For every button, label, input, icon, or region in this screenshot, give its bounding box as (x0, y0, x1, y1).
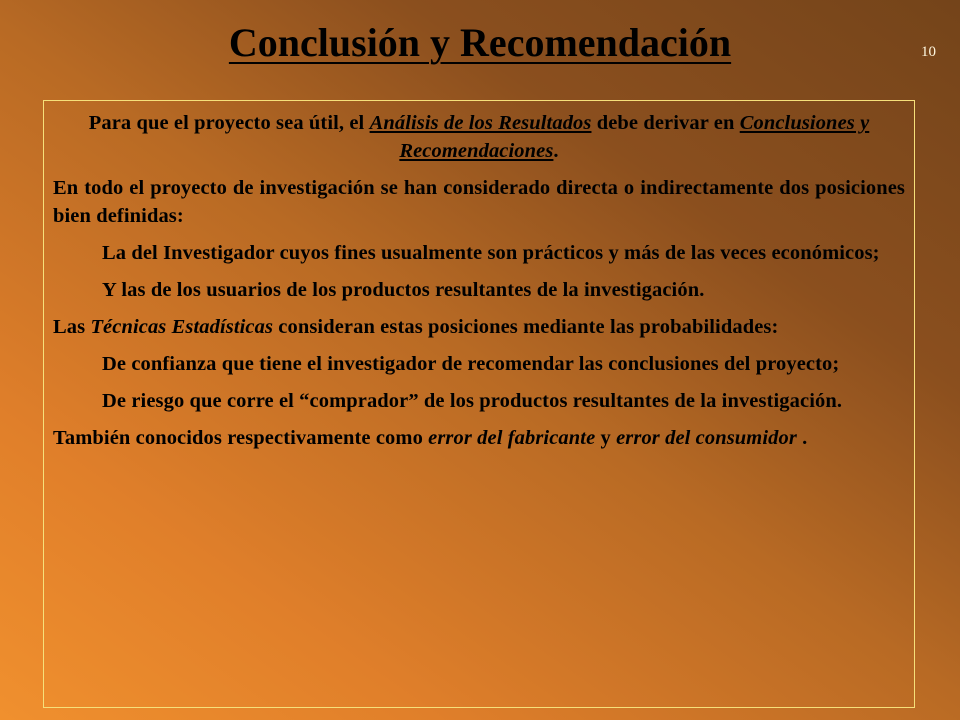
intro-text-2: debe derivar en (591, 112, 740, 134)
analysis-term: Análisis de los Resultados (369, 112, 592, 134)
intro-text-3: . (553, 140, 559, 162)
paragraph-techniques (53, 313, 905, 341)
paragraph-confidence: De confianza que tiene el investigador de recomendar las conclusiones del proyecto; (102, 353, 840, 375)
techniques-text-2: consideran estas posiciones mediante las probabilidades: (273, 316, 779, 338)
paragraph-risk: De riesgo que corre el “comprador” de los productos resultantes de la investigación. (102, 390, 843, 412)
errors-text-3: . (796, 427, 808, 449)
paragraph-investigator: La del Investigador cuyos fines usualmente son prácticos y más de las veces económicos; (102, 242, 880, 264)
manufacturer-error-term: error del fabricante (428, 427, 596, 449)
intro-text-1: Para que el proyecto sea útil, el (88, 112, 370, 134)
consumer-error-term: error del consumidor (616, 427, 797, 449)
errors-text-2: y (595, 427, 617, 449)
paragraph-users: Y las de los usuarios de los productos resultantes de la investigación. (102, 279, 705, 301)
page-number: 10 (921, 44, 936, 60)
errors-text-1: También conocidos respectivamente como (53, 427, 429, 449)
slide-title-text: Conclusión y Recomendación (228, 20, 732, 65)
paragraph-errors (53, 424, 905, 452)
techniques-text-1: Las (53, 316, 91, 338)
slide-title (0, 18, 960, 68)
content-box (43, 100, 915, 708)
conclusions-term: Conclusiones y Recomendaciones (399, 112, 870, 162)
techniques-term: Técnicas Estadísticas (90, 316, 274, 338)
paragraph-intro (53, 109, 905, 165)
paragraph-positions: En todo el proyecto de investigación se han considerado directa o indirectamente dos posiciones bien definidas: (53, 177, 905, 227)
